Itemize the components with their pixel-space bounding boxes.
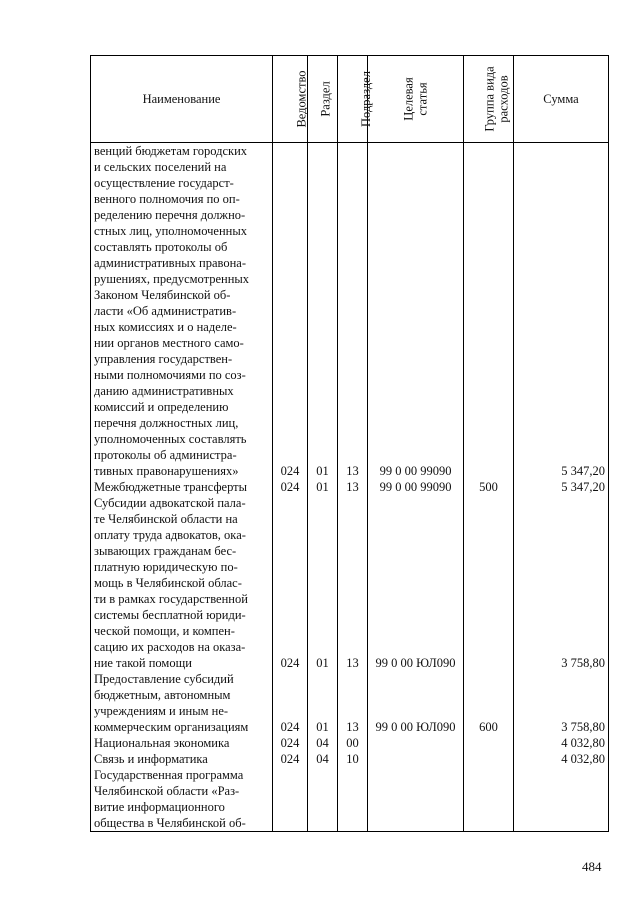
cell-name-line: Национальная экономика	[94, 736, 230, 750]
cell-name-line: Предоставление субсидий	[94, 672, 234, 686]
cell-name-line: ными полномочиями по соз-	[94, 368, 246, 382]
cell-name-line: сацию их расходов на оказа-	[94, 640, 246, 654]
cell-podrazdel: 13	[338, 671, 368, 735]
cell-summa: 3 758,80	[514, 671, 609, 735]
table-body	[91, 143, 609, 832]
cell-name-line: венций бюджетам городских	[94, 144, 248, 158]
page-number: 484	[582, 859, 602, 874]
cell-name	[91, 671, 273, 735]
cell-razdel: 01	[308, 143, 338, 480]
cell-summa: 5 347,20	[514, 479, 609, 495]
cell-celevaya-statya: 99 0 00 99090	[368, 143, 464, 480]
table-header-row	[91, 56, 609, 143]
header-razdel: Раздел	[308, 56, 338, 143]
cell-podrazdel: 00	[338, 735, 368, 751]
table-row	[91, 767, 609, 832]
cell-name-line: перечня должностных лиц,	[94, 416, 239, 430]
cell-name-line: системы бесплатной юриди-	[94, 608, 246, 622]
cell-summa: 4 032,80	[514, 735, 609, 751]
cell-name	[91, 495, 273, 671]
cell-celevaya-statya: 99 0 00 ЮЛ090	[368, 671, 464, 735]
cell-vedomstvo: 024	[273, 735, 308, 751]
cell-celevaya-statya	[368, 767, 464, 832]
cell-razdel: 01	[308, 495, 338, 671]
cell-gruppa-vida-raskhodov	[464, 767, 514, 832]
header-name: Наименование	[91, 56, 273, 143]
cell-summa: 3 758,80	[514, 495, 609, 671]
cell-name	[91, 735, 273, 751]
cell-name-line: бюджетным, автономным	[94, 688, 231, 702]
cell-gruppa-vida-raskhodov	[464, 751, 514, 767]
cell-name	[91, 143, 273, 480]
cell-vedomstvo: 024	[273, 671, 308, 735]
cell-name-line: ределению перечня должно-	[94, 208, 246, 222]
cell-name-line: ние такой помощи	[94, 656, 192, 670]
cell-name-line: управления государствен-	[94, 352, 233, 366]
cell-vedomstvo: 024	[273, 479, 308, 495]
cell-name-line: тивных правонарушениях»	[94, 464, 239, 478]
cell-podrazdel: 13	[338, 479, 368, 495]
cell-vedomstvo: 024	[273, 143, 308, 480]
cell-vedomstvo	[273, 767, 308, 832]
table-row	[91, 143, 609, 480]
cell-razdel	[308, 767, 338, 832]
cell-podrazdel	[338, 767, 368, 832]
cell-gruppa-vida-raskhodov: 500	[464, 479, 514, 495]
cell-name-line: Государственная программа	[94, 768, 244, 782]
table-row	[91, 671, 609, 735]
cell-summa: 4 032,80	[514, 751, 609, 767]
cell-name-line: ных комиссиях и о наделе-	[94, 320, 237, 334]
cell-name-line: Субсидии адвокатской пала-	[94, 496, 246, 510]
cell-name-line: учреждениям и иным не-	[94, 704, 229, 718]
cell-name-line: мощь в Челябинской облас-	[94, 576, 242, 590]
cell-name-line: ти в рамках государственной	[94, 592, 248, 606]
cell-razdel: 04	[308, 735, 338, 751]
cell-gruppa-vida-raskhodov	[464, 495, 514, 671]
cell-name	[91, 767, 273, 832]
cell-name-line: данию административных	[94, 384, 234, 398]
cell-name-line: зывающих гражданам бес-	[94, 544, 237, 558]
cell-podrazdel: 13	[338, 143, 368, 480]
cell-name-line: рушениях, предусмотренных	[94, 272, 250, 286]
cell-podrazdel: 10	[338, 751, 368, 767]
cell-name-line: составлять протоколы об	[94, 240, 228, 254]
cell-razdel: 04	[308, 751, 338, 767]
cell-name-line: нии органов местного само-	[94, 336, 244, 350]
table-row	[91, 751, 609, 767]
cell-name-line: Челябинской области «Раз-	[94, 784, 240, 798]
cell-name-line: витие информационного	[94, 800, 225, 814]
cell-podrazdel: 13	[338, 495, 368, 671]
cell-name-line: осуществление государст-	[94, 176, 234, 190]
cell-name-line: ческой помощи, и компен-	[94, 624, 235, 638]
cell-gruppa-vida-raskhodov	[464, 735, 514, 751]
table-row	[91, 735, 609, 751]
cell-celevaya-statya	[368, 735, 464, 751]
cell-name-line: административных правона-	[94, 256, 246, 270]
budget-table	[90, 55, 609, 832]
cell-name-line: Межбюджетные трансферты	[94, 480, 248, 494]
cell-summa: 5 347,20	[514, 143, 609, 480]
cell-name	[91, 751, 273, 767]
cell-name-line: общества в Челябинской об-	[94, 816, 246, 830]
cell-name-line: уполномоченных составлять	[94, 432, 247, 446]
cell-name-line: комиссий и определению	[94, 400, 229, 414]
header-gruppa-vida-raskhodov: Группа вида расходов	[464, 56, 514, 143]
cell-name-line: и сельских поселений на	[94, 160, 227, 174]
cell-name-line: Законом Челябинской об-	[94, 288, 231, 302]
cell-summa	[514, 767, 609, 832]
cell-name-line: протоколы об администра-	[94, 448, 237, 462]
header-podrazdel: Подраздел	[338, 56, 368, 143]
cell-name-line: Связь и информатика	[94, 752, 208, 766]
cell-name-line: оплату труда адвокатов, ока-	[94, 528, 246, 542]
header-celevaya-statya: Целевая статья	[368, 56, 464, 143]
header-vedomstvo: Ведомство	[273, 56, 308, 143]
cell-celevaya-statya: 99 0 00 ЮЛ090	[368, 495, 464, 671]
cell-vedomstvo: 024	[273, 751, 308, 767]
cell-razdel: 01	[308, 671, 338, 735]
header-summa: Сумма	[514, 56, 609, 143]
cell-name-line: стных лиц, уполномоченных	[94, 224, 248, 238]
cell-name-line: ласти «Об административ-	[94, 304, 237, 318]
cell-name-line: коммерческим организациям	[94, 720, 249, 734]
cell-razdel: 01	[308, 479, 338, 495]
table-row	[91, 479, 609, 495]
cell-gruppa-vida-raskhodov	[464, 143, 514, 480]
cell-name-line: платную юридическую по-	[94, 560, 238, 574]
cell-name-line: те Челябинской области на	[94, 512, 238, 526]
cell-name-line: венного полномочия по оп-	[94, 192, 240, 206]
cell-celevaya-statya	[368, 751, 464, 767]
cell-celevaya-statya: 99 0 00 99090	[368, 479, 464, 495]
cell-gruppa-vida-raskhodov: 600	[464, 671, 514, 735]
table-row	[91, 495, 609, 671]
cell-name	[91, 479, 273, 495]
cell-vedomstvo: 024	[273, 495, 308, 671]
